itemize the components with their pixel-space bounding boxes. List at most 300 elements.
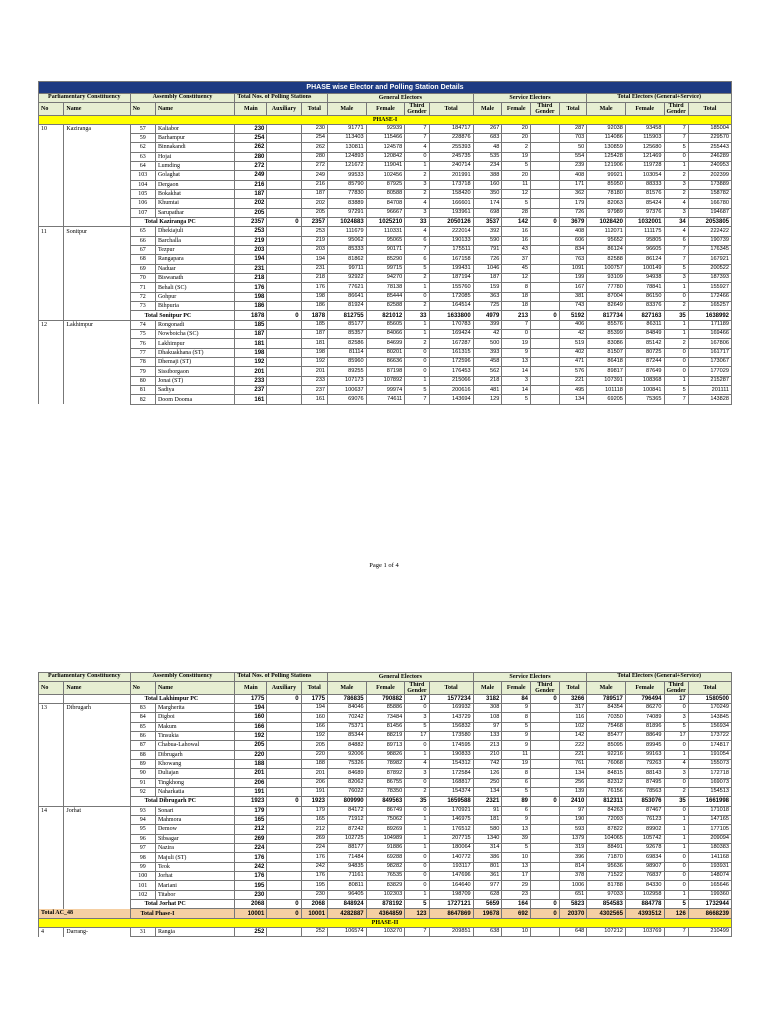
table-row (39, 292, 732, 301)
ps-auxiliary-cell (267, 703, 301, 712)
ps-main-cell: 231 (235, 264, 267, 273)
ac-no-header: No (130, 102, 155, 115)
total-third-gender-cell: 4 (664, 759, 688, 768)
general-male-cell: 86641 (328, 292, 367, 301)
total-male-cell: 76156 (587, 787, 626, 796)
ac-name-cell: Rangapara (155, 255, 234, 264)
ac-no-cell: 68 (130, 255, 155, 264)
ps-auxiliary-cell (267, 208, 301, 217)
table-row (39, 152, 732, 161)
general-third-gender-cell: 1 (405, 320, 429, 329)
ac-name-cell: Duliajan (155, 769, 234, 778)
female-header: Female (366, 681, 405, 694)
ps-main-cell: 224 (235, 844, 267, 853)
service-third-gender-header: Third Gender (531, 102, 560, 115)
ps-main-cell: 166 (235, 722, 267, 731)
total-male-header: Male (587, 681, 626, 694)
total-third-gender-cell: 3 (664, 208, 688, 217)
grand-total-cell: 199360 (688, 890, 731, 899)
grand-total-cell: 161717 (688, 348, 731, 357)
pc-no-cell (39, 769, 64, 778)
pc-name-cell (64, 769, 130, 778)
total-third-gender-cell: 0 (664, 778, 688, 787)
general-female-cell: 87892 (366, 769, 405, 778)
service-female-cell: 6 (502, 778, 531, 787)
table-row (39, 834, 732, 843)
service-total-cell: 362 (559, 189, 587, 198)
ac-no-cell: 71 (130, 283, 155, 292)
total-third-gender-cell: 1 (664, 283, 688, 292)
pc-name-cell (64, 881, 130, 890)
phase-row (39, 918, 732, 927)
service-female-cell: 8 (502, 283, 531, 292)
ps-auxiliary-cell (267, 741, 301, 750)
total-third-gender-cell: 2 (664, 302, 688, 311)
table-row (39, 274, 732, 283)
ps-total-cell: 194 (301, 255, 327, 264)
service-total-cell: 743 (559, 302, 587, 311)
general-third-gender-cell: 1 (405, 890, 429, 899)
pc-no-cell (39, 171, 64, 180)
service-third-gender-cell (531, 199, 560, 208)
total-third-gender-cell: 7 (664, 245, 688, 254)
ps-main-cell: 192 (235, 358, 267, 367)
total-third-gender-cell: 1 (664, 844, 688, 853)
total-female-cell: 94938 (625, 274, 664, 283)
total-third-gender-cell: 7 (664, 255, 688, 264)
pc-name-cell (64, 853, 130, 862)
general-male-cell: 89255 (328, 367, 367, 376)
service-total-cell: 519 (559, 339, 587, 348)
table-row (39, 722, 732, 731)
total-third-gender-cell: 0 (664, 152, 688, 161)
general-third-gender-cell: 0 (405, 881, 429, 890)
total-female-cell: 88333 (625, 180, 664, 189)
ac-no-cell: 89 (130, 759, 155, 768)
ps-total-cell: 253 (301, 227, 327, 236)
general-total-cell: 190833 (429, 750, 473, 759)
ps-auxiliary-cell (267, 245, 301, 254)
page-number: Page 1 of 4 (369, 562, 399, 569)
ps-total-cell: 181 (301, 339, 327, 348)
general-female-cell: 124578 (366, 143, 405, 152)
general-third-gender-cell: 1 (405, 161, 429, 170)
ps-main-cell: 237 (235, 386, 267, 395)
table-row (39, 741, 732, 750)
grand-total-cell: 172718 (688, 769, 731, 778)
total-male-cell: 92216 (587, 750, 626, 759)
total-female-cell: 796494 (625, 694, 664, 703)
grand-total-cell: 155927 (688, 283, 731, 292)
table-row (39, 143, 732, 152)
general-male-cell: 121672 (328, 161, 367, 170)
total-male-cell: 89817 (587, 367, 626, 376)
general-electors-header: General Electors (328, 94, 474, 103)
ps-total-cell: 179 (301, 806, 328, 815)
total-third-gender-cell: 1 (664, 825, 688, 834)
ps-main-cell: 1923 (235, 797, 267, 806)
general-male-cell: 96405 (328, 890, 367, 899)
service-male-header: Male (473, 102, 502, 115)
general-female-cell: 92939 (366, 124, 405, 133)
table-row (39, 124, 732, 133)
ac-no-cell: 63 (130, 152, 155, 161)
service-male-cell: 801 (473, 862, 502, 871)
ps-total-cell: 165 (301, 815, 328, 824)
general-third-gender-cell: 1 (405, 330, 429, 339)
ps-total-cell: 161 (301, 395, 327, 404)
service-total-cell: 179 (559, 199, 587, 208)
general-third-gender-cell: 7 (405, 245, 429, 254)
service-third-gender-cell (531, 927, 560, 936)
general-female-cell: 78982 (366, 759, 405, 768)
total-female-cell: 1032001 (625, 217, 664, 226)
general-female-cell: 85886 (366, 703, 405, 712)
service-total-cell: 221 (559, 376, 587, 385)
general-third-gender-cell: 2 (405, 171, 429, 180)
service-third-gender-cell (531, 376, 560, 385)
pc-name-cell: Sonitpur (64, 227, 130, 236)
ac-name-cell: Sissiborgaon (155, 367, 234, 376)
service-total-cell: 408 (559, 227, 587, 236)
ps-auxiliary-cell: 0 (267, 797, 301, 806)
grand-total-cell: 169073 (688, 778, 731, 787)
ps-total-cell: 252 (301, 927, 328, 936)
general-third-gender-cell: 3 (405, 769, 429, 778)
total-male-cell: 93109 (587, 274, 626, 283)
general-male-cell: 81114 (328, 348, 367, 357)
pc-name-cell (64, 330, 130, 339)
total-third-gender-cell: 1 (664, 376, 688, 385)
service-third-gender-cell (531, 834, 560, 843)
total-male-cell: 69205 (587, 395, 626, 404)
total-male-cell: 97033 (587, 890, 626, 899)
general-female-cell: 84699 (366, 339, 405, 348)
main-header: Main (235, 681, 267, 694)
service-male-cell: 42 (473, 330, 502, 339)
ac-no-cell: 73 (130, 302, 155, 311)
total-third-gender-cell: 34 (664, 217, 688, 226)
service-female-cell: 20 (502, 124, 531, 133)
total-male-cell: 789517 (587, 694, 626, 703)
ps-auxiliary-cell (267, 853, 301, 862)
service-male-cell: 628 (473, 890, 502, 899)
ps-main-cell: 185 (235, 320, 267, 329)
ps-main-cell: 2357 (235, 217, 267, 226)
pc-name-cell (64, 834, 130, 843)
general-male-cell: 88177 (328, 844, 367, 853)
total-male-cell: 88491 (587, 844, 626, 853)
service-total-cell: 648 (559, 927, 587, 936)
table-row (39, 320, 732, 329)
service-female-cell: 16 (502, 227, 531, 236)
total-third-gender-cell: 1 (664, 161, 688, 170)
grand-total-cell: 200522 (688, 264, 731, 273)
general-male-cell: 77621 (328, 283, 367, 292)
total-third-gender-cell: 0 (664, 292, 688, 301)
phase-label: PHASE-II (39, 918, 732, 927)
general-female-cell: 95065 (366, 236, 405, 245)
service-male-cell: 187 (473, 274, 502, 283)
general-male-cell: 812755 (328, 311, 367, 320)
pc-no-cell (39, 825, 64, 834)
pc-name-cell (64, 348, 130, 357)
service-female-cell: 9 (502, 741, 531, 750)
third-gender-header: Third Gender (405, 681, 429, 694)
ps-auxiliary-cell (267, 872, 301, 881)
pc-no-cell (39, 853, 64, 862)
grand-total-cell: 1732944 (688, 900, 731, 909)
ac-name-cell: Rangia (155, 927, 234, 936)
ac-no-cell: 77 (130, 348, 155, 357)
service-male-cell: 129 (473, 395, 502, 404)
general-third-gender-cell: 0 (405, 862, 429, 871)
total-third-gender-cell: 5 (664, 386, 688, 395)
ac-name-cell: Demow (155, 825, 234, 834)
pc-no-cell (39, 834, 64, 843)
ac-no-cell: 94 (130, 815, 155, 824)
table-row (39, 330, 732, 339)
general-male-cell: 84689 (328, 769, 367, 778)
total-male-cell: 125428 (587, 152, 626, 161)
service-female-cell: 18 (502, 302, 531, 311)
grand-total-cell: 215287 (688, 376, 731, 385)
general-third-gender-cell: 5 (405, 264, 429, 273)
pc-no-cell (39, 741, 64, 750)
ps-auxiliary-cell (267, 348, 301, 357)
table-row (39, 348, 732, 357)
ps-main-cell: 191 (235, 787, 267, 796)
service-female-cell: 13 (502, 358, 531, 367)
ps-main-cell: 1775 (235, 694, 267, 703)
assembly-constituency-header: Assembly Constituency (130, 673, 235, 682)
ps-auxiliary-cell (267, 189, 301, 198)
total-female-cell: 80725 (625, 348, 664, 357)
ac-no-cell: 76 (130, 339, 155, 348)
general-male-cell: 83889 (328, 199, 367, 208)
main-header: Main (235, 102, 267, 115)
service-female-cell: 19 (502, 339, 531, 348)
general-third-gender-cell: 4 (405, 143, 429, 152)
ac-name-cell: Binnakandi (155, 143, 234, 152)
ps-auxiliary-cell (267, 713, 301, 722)
service-total-cell: 239 (559, 161, 587, 170)
ps-main-cell: 249 (235, 171, 267, 180)
service-female-cell: 20 (502, 171, 531, 180)
general-female-cell: 73484 (366, 713, 405, 722)
total-third-gender-cell: 4 (664, 199, 688, 208)
service-total-cell: 139 (559, 787, 587, 796)
general-total-cell: 172085 (429, 292, 473, 301)
ps-total-cell: 1923 (301, 797, 328, 806)
table-row (39, 245, 732, 254)
ps-main-cell: 269 (235, 834, 267, 843)
general-female-cell: 1025210 (366, 217, 405, 226)
service-third-gender-cell (531, 853, 560, 862)
ps-total-cell: 220 (301, 750, 328, 759)
general-female-cell: 91886 (366, 844, 405, 853)
general-total-cell: 158420 (429, 189, 473, 198)
ac-name-cell: Nazira (155, 844, 234, 853)
service-female-cell: 14 (502, 367, 531, 376)
male-header: Male (328, 681, 367, 694)
pc-name-cell (64, 292, 130, 301)
table-row (39, 778, 732, 787)
table-row (39, 759, 732, 768)
general-third-gender-cell: 17 (405, 731, 429, 740)
total-male-cell: 99921 (587, 171, 626, 180)
total-third-gender-cell: 2 (664, 787, 688, 796)
general-total-cell: 1659588 (429, 797, 473, 806)
ps-auxiliary-cell (267, 367, 301, 376)
general-male-cell: 75371 (328, 722, 367, 731)
general-male-cell: 95062 (328, 236, 367, 245)
general-female-cell: 87198 (366, 367, 405, 376)
pc-no-cell (39, 133, 64, 142)
total-female-cell: 119728 (625, 161, 664, 170)
general-male-cell: 85333 (328, 245, 367, 254)
service-total-cell: 834 (559, 245, 587, 254)
service-third-gender-cell (531, 815, 560, 824)
ac-name-cell: Tinsukia (155, 731, 234, 740)
service-male-cell: 500 (473, 339, 502, 348)
general-male-cell: 71484 (328, 853, 367, 862)
total-female-cell: 85142 (625, 339, 664, 348)
general-third-gender-cell: 1 (405, 750, 429, 759)
grand-total-cell: 165646 (688, 881, 731, 890)
ac-no-cell: 107 (130, 208, 155, 217)
total-third-gender-cell: 0 (664, 358, 688, 367)
ps-main-cell: 198 (235, 348, 267, 357)
pc-total-label: Total Sonitpur PC (130, 311, 235, 320)
general-total-cell: 176512 (429, 825, 473, 834)
general-female-cell: 85444 (366, 292, 405, 301)
service-male-cell: 91 (473, 806, 502, 815)
grand-total-cell: 177029 (688, 367, 731, 376)
general-male-cell: 786835 (328, 694, 367, 703)
ps-total-cell: 237 (301, 386, 327, 395)
ps-auxiliary-cell (267, 152, 301, 161)
service-total-cell: 1379 (559, 834, 587, 843)
pc-no-cell (39, 161, 64, 170)
general-female-cell: 82588 (366, 302, 405, 311)
service-female-cell: 20 (502, 133, 531, 142)
grand-total-cell: 154513 (688, 787, 731, 796)
general-third-gender-cell: 2 (405, 787, 429, 796)
service-female-cell: 19 (502, 759, 531, 768)
pc-name-cell (64, 778, 130, 787)
general-third-gender-cell: 2 (405, 339, 429, 348)
service-male-cell: 698 (473, 208, 502, 217)
ac-no-cell: 66 (130, 236, 155, 245)
ps-auxiliary-cell (267, 722, 301, 731)
total-male-cell: 82588 (587, 255, 626, 264)
pc-no-cell (39, 815, 64, 824)
service-male-cell: 308 (473, 703, 502, 712)
service-male-cell: 3182 (473, 694, 502, 703)
total-third-gender-header: Third Gender (664, 102, 688, 115)
ps-auxiliary-cell (267, 927, 301, 936)
total-third-gender-cell: 35 (664, 311, 688, 320)
service-total-cell: 576 (559, 367, 587, 376)
total-male-cell: 86124 (587, 245, 626, 254)
pc-no-cell (39, 311, 64, 320)
pc-no-header: No (39, 681, 64, 694)
total-female-cell: 92678 (625, 844, 664, 853)
ac-name-cell: Barchalla (155, 236, 234, 245)
service-male-cell: 126 (473, 769, 502, 778)
grand-total-cell: 1661998 (688, 797, 731, 806)
pc-name-cell (64, 133, 130, 142)
service-female-cell: 3 (502, 376, 531, 385)
ac-no-cell: 96 (130, 834, 155, 843)
general-female-cell: 790882 (366, 694, 405, 703)
ac-name-cell: Dhemaji (ST) (155, 358, 234, 367)
total-male-cell: 84263 (587, 806, 626, 815)
ac-no-cell: 70 (130, 274, 155, 283)
general-third-gender-cell: 0 (405, 872, 429, 881)
general-total-cell: 215066 (429, 376, 473, 385)
total-female-cell: 884778 (625, 900, 664, 909)
ps-auxiliary-cell (267, 143, 301, 152)
service-male-cell: 97 (473, 722, 502, 731)
ps-auxiliary-cell (267, 283, 301, 292)
service-female-cell: 8 (502, 769, 531, 778)
table-row (39, 302, 732, 311)
table-row (39, 339, 732, 348)
service-male-cell: 160 (473, 180, 502, 189)
pc-name-cell (64, 386, 130, 395)
total-male-cell: 86418 (587, 358, 626, 367)
service-male-cell: 2321 (473, 797, 502, 806)
ps-total-cell: 194 (301, 703, 328, 712)
service-total-cell: 171 (559, 180, 587, 189)
ac-no-cell: 67 (130, 245, 155, 254)
total-third-gender-cell: 7 (664, 133, 688, 142)
ps-auxiliary-cell: 0 (267, 311, 301, 320)
general-female-cell: 94270 (366, 274, 405, 283)
table-row (39, 787, 732, 796)
pc-name-cell (64, 217, 130, 226)
service-third-gender-cell: 0 (531, 797, 560, 806)
service-total-cell: 221 (559, 750, 587, 759)
service-third-gender-cell (531, 769, 560, 778)
ac-no-cell: 69 (130, 264, 155, 273)
pc-no-cell (39, 292, 64, 301)
ps-total-cell: 160 (301, 713, 328, 722)
service-third-gender-cell (531, 825, 560, 834)
pc-name-cell: Lakhimpur (64, 320, 130, 329)
general-male-cell: 4282887 (328, 909, 367, 918)
ac-no-cell: 78 (130, 358, 155, 367)
grand-total-cell: 166780 (688, 199, 731, 208)
ac-name-cell: Mariani (155, 881, 234, 890)
pc-no-cell (39, 264, 64, 273)
total-third-gender-cell: 17 (664, 694, 688, 703)
ps-main-cell: 233 (235, 376, 267, 385)
general-female-cell: 85605 (366, 320, 405, 329)
ps-total-cell: 224 (301, 844, 328, 853)
ps-auxiliary-cell (267, 180, 301, 189)
ps-auxiliary-cell (267, 386, 301, 395)
service-electors-header: Service Electors (473, 673, 587, 682)
ps-auxiliary-cell (267, 236, 301, 245)
service-total-cell: 761 (559, 759, 587, 768)
total-female-cell: 78841 (625, 283, 664, 292)
ac-no-cell: 86 (130, 731, 155, 740)
ac-no-cell: 79 (130, 367, 155, 376)
ps-auxiliary-cell (267, 171, 301, 180)
